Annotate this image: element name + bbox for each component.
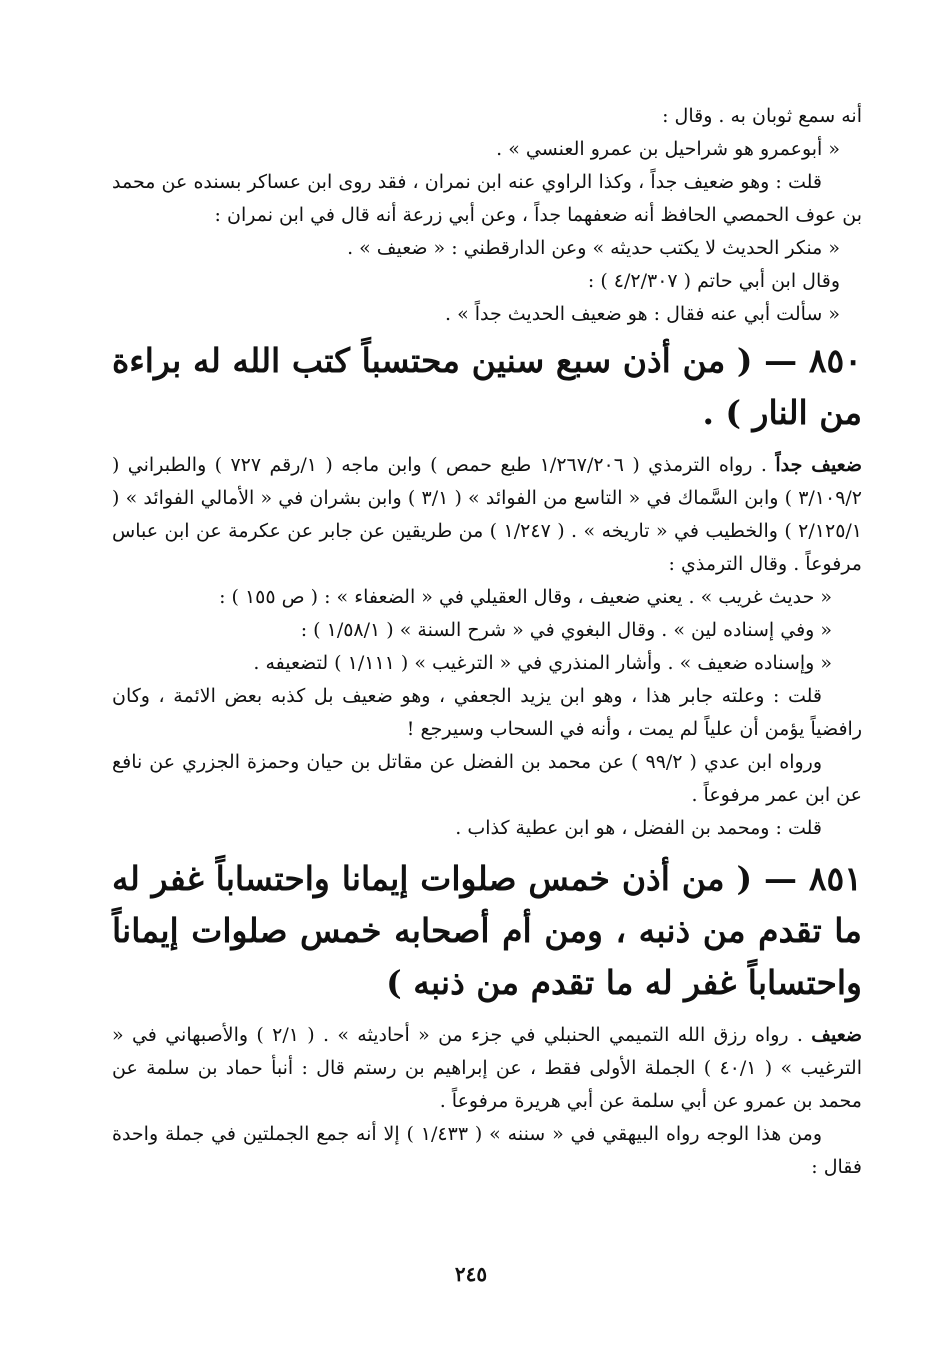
grade-label: ضعيف xyxy=(811,1024,862,1046)
paragraph-text: . رواه رزق الله التميمي الحنبلي في جزء من « أحاديثه » . ( ٢/١ ) والأصبهاني في « الترغيب » ( ٤٠/١ ) الجملة الأولى فقط ، عن إبراهيم بن رستم قال : أنبأ حماد بن سلمة عن محمد بن عمرو عن أبي سلمة عن أبي هريرة مرفوعاً . xyxy=(112,1024,862,1112)
paragraph: ورواه ابن عدي ( ٩٩/٢ ) عن محمد بن الفضل عن مقاتل بن حيان وحمزة الجزري عن نافع عن ابن عمر مرفوعاً . xyxy=(112,751,862,806)
text-line: أنه سمع ثوبان به . وقال : xyxy=(662,105,862,127)
paragraph xyxy=(112,449,862,581)
quote-line: « حديث غريب » . يعني ضعيف ، وقال العقيلي في « الضعفاء » : ( ص ١٥٥ ) : xyxy=(219,586,832,608)
paragraph-text: . رواه الترمذي ( ١/٢٦٧/٢٠٦ طبع حمص ) وابن ماجه ( ١/رقم ٧٢٧ ) والطبراني ( ٣/١٠٩/٢ ) وابن السَّماك في « التاسع من الفوائد » ( ٣/١ ) وابن بشران في « الأمالي الفوائد » ( ٢/١٢٥/١ ) والخطيب في « تاريخه » . ( ١/٢٤٧ ) من طريقين عن جابر عن عكرمة عن ابن عباس مرفوعاً . وقال الترمذي : xyxy=(112,454,863,575)
quote-line: « منكر الحديث لا يكتب حديثه » وعن الدارقطني : « ضعيف » . xyxy=(347,237,840,259)
quote-line: « وإسناده ضعيف » . وأشار المنذري في « الترغيب » ( ١/١١١ ) لتضعيفه . xyxy=(253,652,832,674)
quote-line: « سألت أبي عنه فقال : هو ضعيف الحديث جداً » . xyxy=(444,303,840,325)
hadith-heading-851: ٨٥١ — ( من أذن خمس صلوات إيمانا واحتساباً غفر له ما تقدم من ذنبه ، ومن أم أصحابه خمس صلوات إيماناً واحتساباً غفر له ما تقدم من ذنبه ) xyxy=(112,859,862,1002)
grade-label: ضعيف جداً xyxy=(775,454,862,476)
paragraph: ومن هذا الوجه رواه البيهقي في « سننه » ( ١/٤٣٣ ) إلا أنه جمع الجملتين في جملة واحدة فقال : xyxy=(112,1123,862,1178)
paragraph: قلت : وهو ضعيف جداً ، وكذا الراوي عنه ابن نمران ، فقد روى ابن عساكر بسنده عن محمد بن عوف الحمصي الحافظ أنه ضعفهما جداً ، وعن أبي زرعة أنه قال في ابن نمران : xyxy=(112,171,862,226)
hadith-heading-850: ٨٥٠ — ( من أذن سبع سنين محتسباً كتب الله له براءة من النار ) . xyxy=(112,341,862,432)
paragraph: قلت : وعلته جابر هذا ، وهو ابن يزيد الجعفي ، وهو ضعيف بل كذبه بعض الائمة ، وكان رافضياً يؤمن أن علياً لم يمت ، وأنه في السحاب وسيرجع ! xyxy=(112,685,862,740)
quote-line: « وفي إسناده لين » . وقال البغوي في « شرح السنة » ( ١/٥٨/١ ) : xyxy=(300,619,832,641)
quote-line: « أبوعمرو هو شراحيل بن عمرو العنسي » . xyxy=(496,138,840,160)
text-line: وقال ابن أبي حاتم ( ٤/٢/٣٠٧ ) : xyxy=(587,270,840,292)
paragraph: قلت : ومحمد بن الفضل ، هو ابن عطية كذاب . xyxy=(455,817,822,839)
page-number: ٢٤٥ xyxy=(454,1262,488,1286)
paragraph xyxy=(112,1019,862,1118)
